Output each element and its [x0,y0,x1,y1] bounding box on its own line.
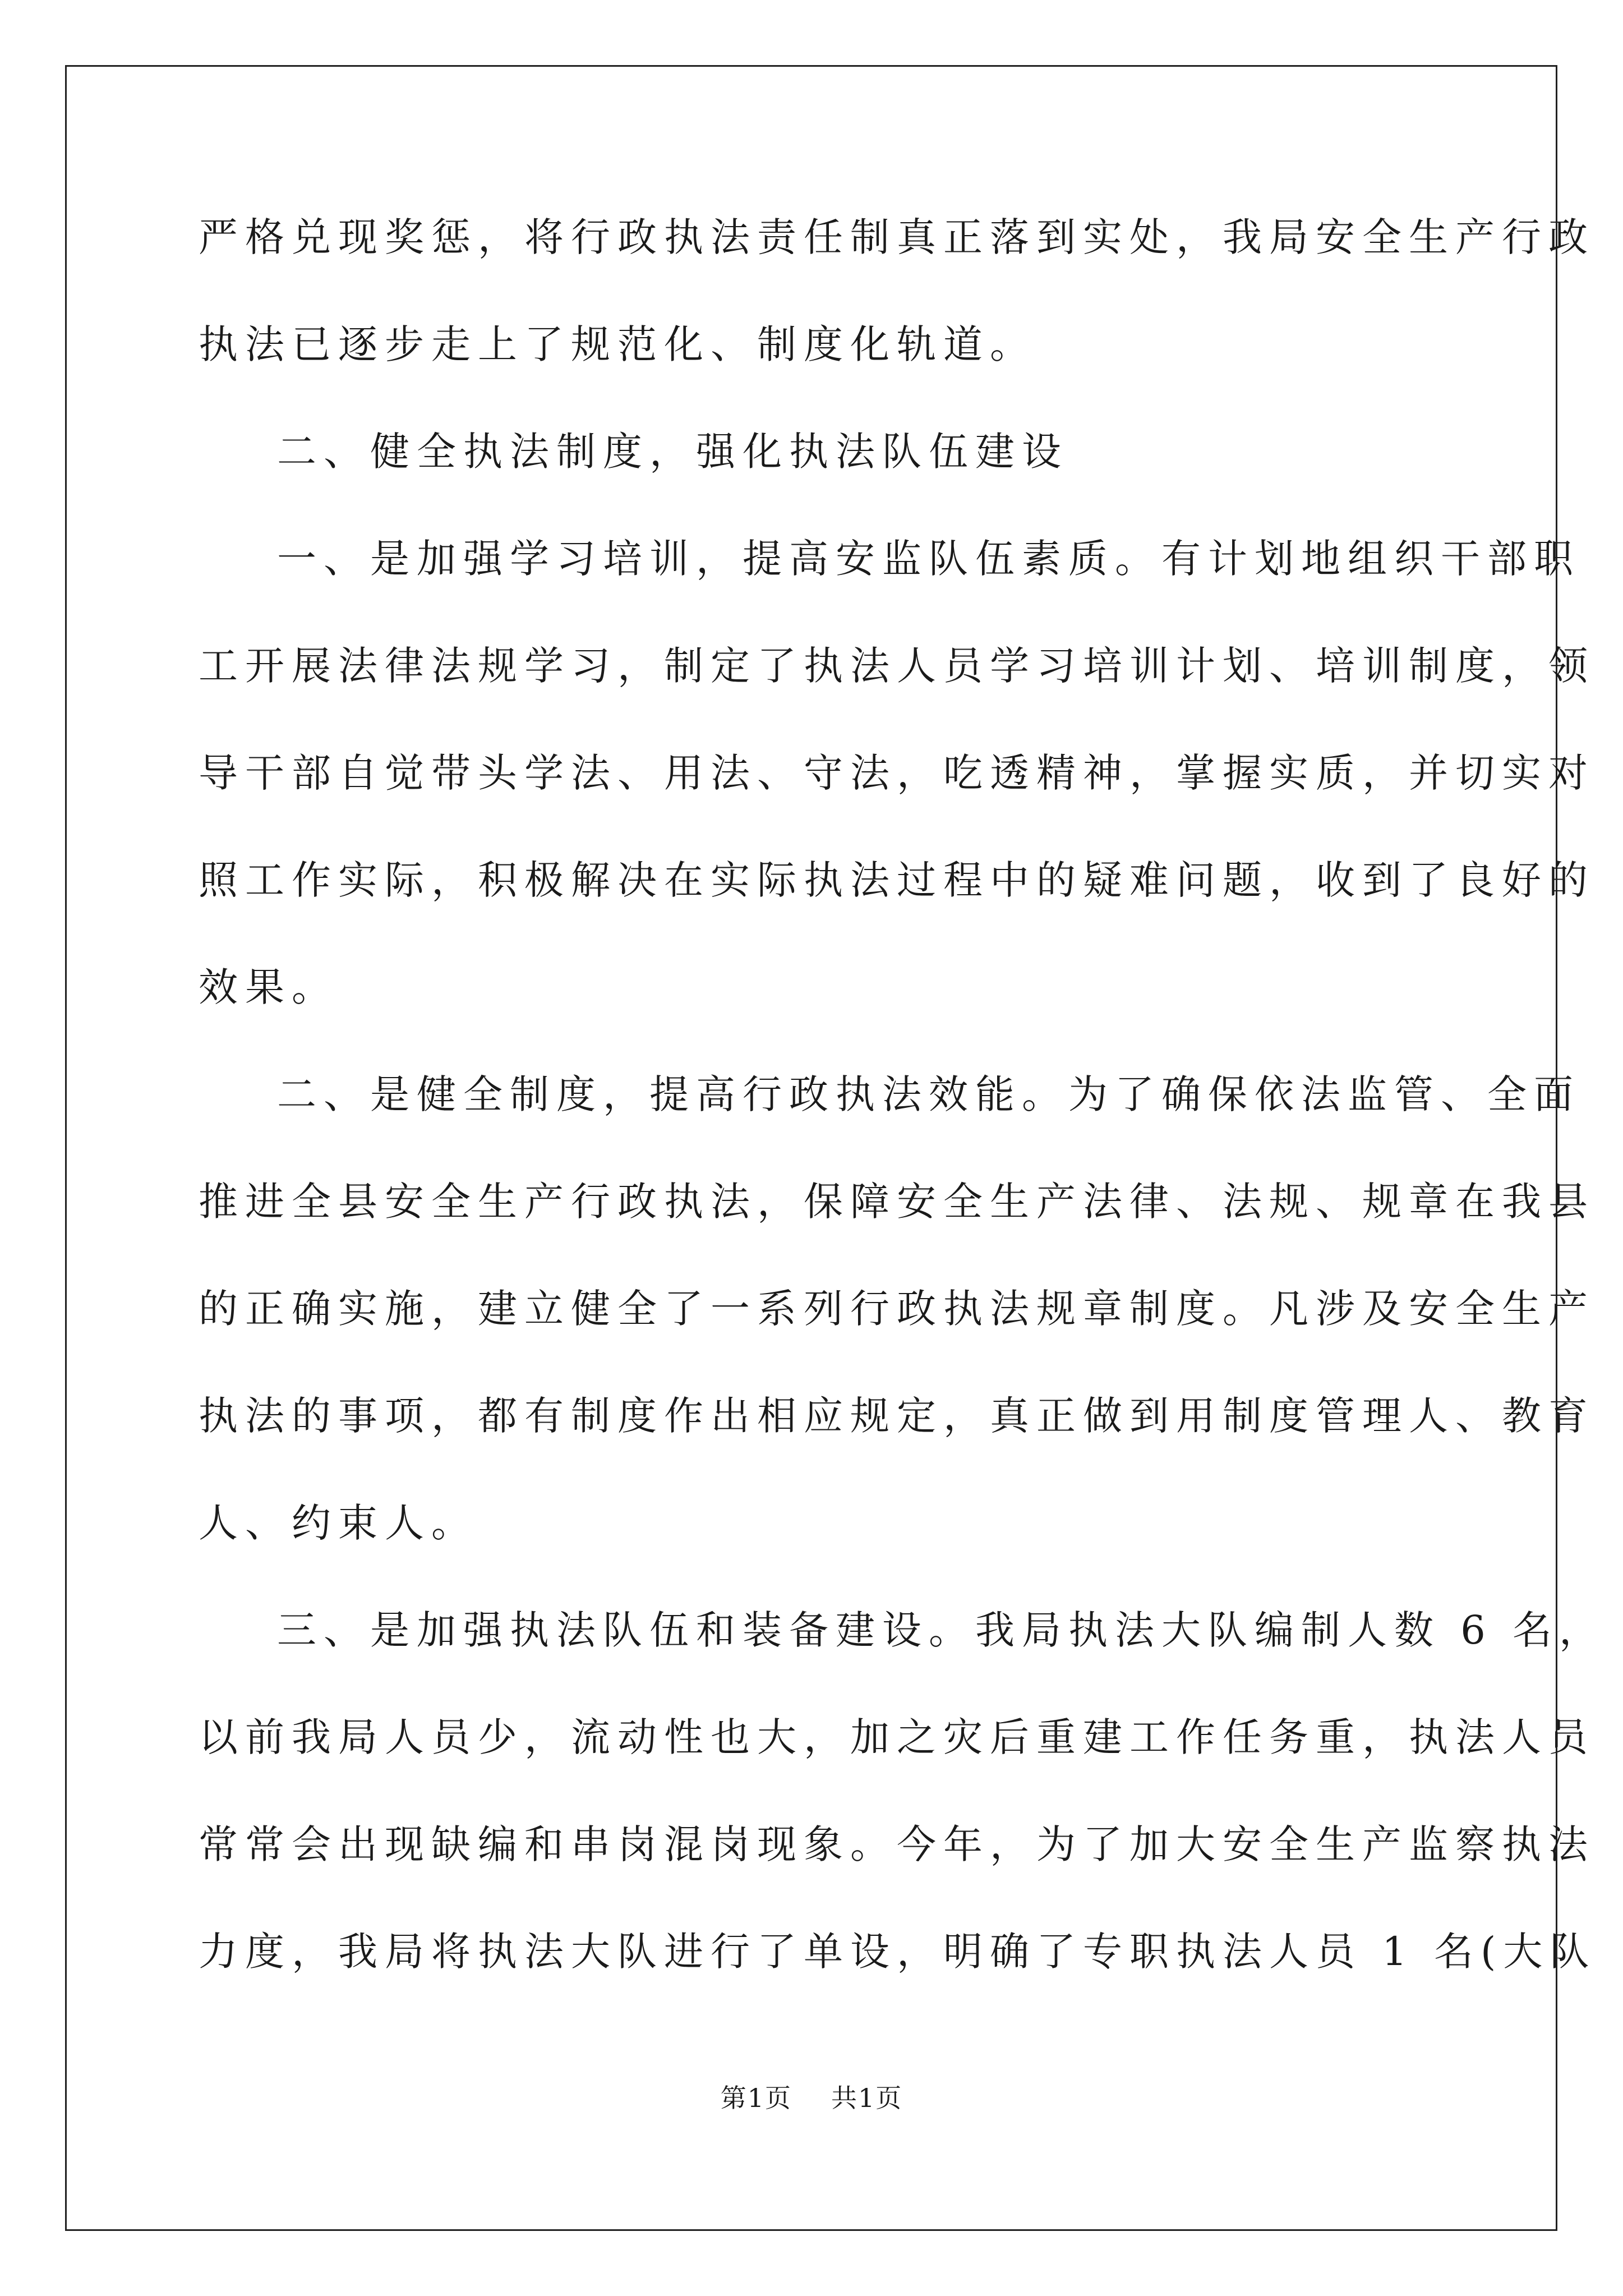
text-line: 力度，我局将执法大队进行了单设，明确了专职执法人员 1 名(大队 [199,1929,1597,1975]
text-line: 人、约束人。 [199,1500,478,1546]
text-line: 常常会出现缺编和串岗混岗现象。今年，为了加大安全生产监察执法 [199,1821,1595,1867]
document-body [199,210,1606,2032]
text-line: 二、是健全制度，提高行政执法效能。为了确保依法监管、全面 [277,1071,1580,1117]
text-line: 执法已逐步走上了规范化、制度化轨道。 [199,321,1036,367]
page-footer [0,2081,1623,2115]
section-heading: 二、健全执法制度，强化执法队伍建设 [277,429,1068,475]
text-line: 执法的事项，都有制度作出相应规定，真正做到用制度管理人、教育 [199,1393,1595,1439]
page-number: 第1页 [720,2083,792,2113]
text-line: 工开展法律法规学习，制定了执法人员学习培训计划、培训制度，领 [199,643,1595,689]
text-line: 导干部自觉带头学法、用法、守法，吃透精神，掌握实质，并切实对 [199,750,1595,796]
text-line: 照工作实际，积极解决在实际执法过程中的疑难问题，收到了良好的 [199,857,1595,903]
text-line: 的正确实施，建立健全了一系列行政执法规章制度。凡涉及安全生产 [199,1286,1595,1332]
text-line: 三、是加强执法队伍和装备建设。我局执法大队编制人数 6 名， [277,1607,1606,1653]
text-line: 推进全县安全生产行政执法，保障安全生产法律、法规、规章在我县 [199,1179,1595,1225]
text-line: 严格兑现奖惩，将行政执法责任制真正落到实处，我局安全生产行政 [199,214,1595,260]
page-total: 共1页 [831,2083,903,2113]
text-line: 以前我局人员少，流动性也大，加之灾后重建工作任务重，执法人员 [199,1714,1595,1760]
text-line: 一、是加强学习培训，提高安监队伍素质。有计划地组织干部职 [277,536,1580,582]
text-line: 效果。 [199,964,338,1010]
